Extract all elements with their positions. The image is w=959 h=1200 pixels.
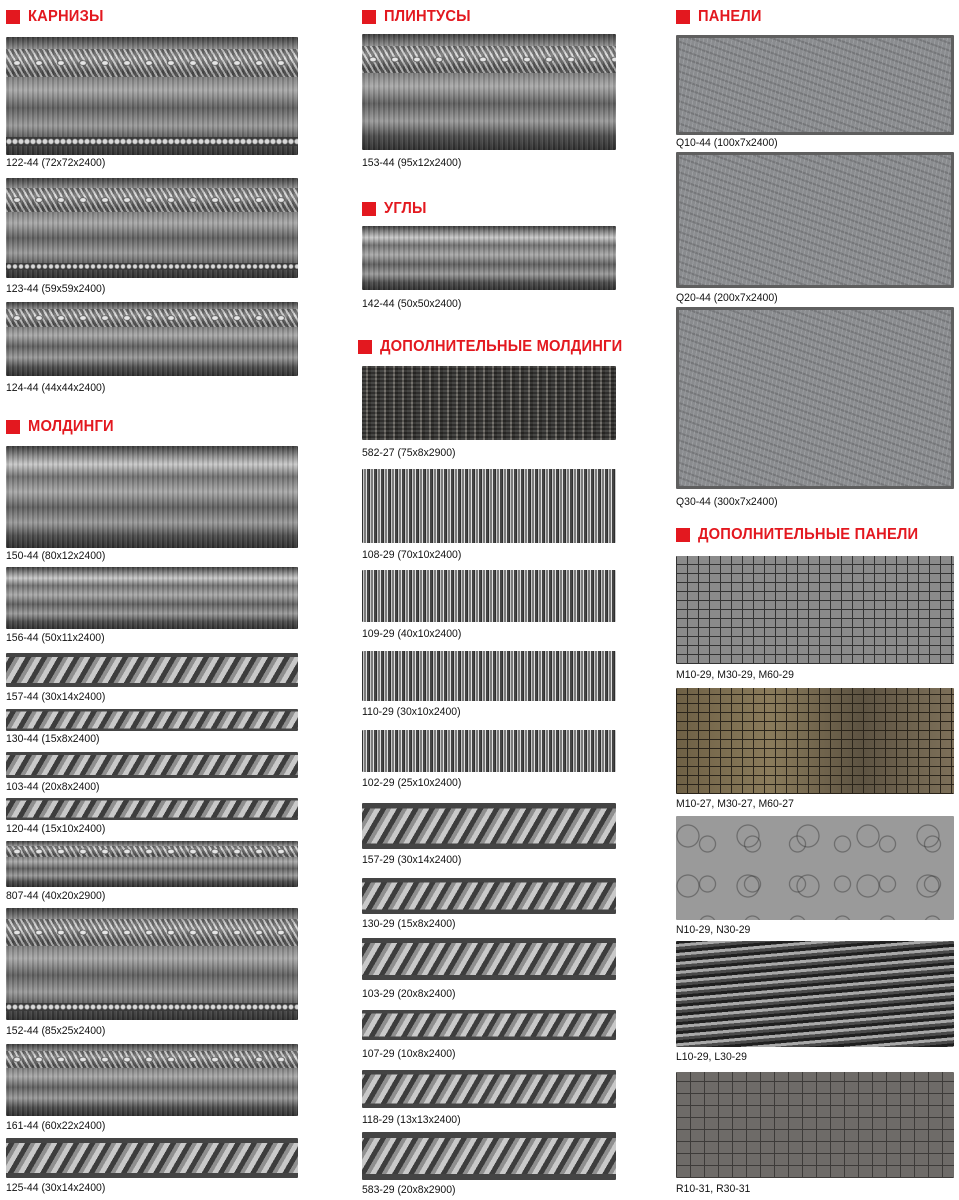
product-swatch-image (6, 1138, 298, 1178)
product-item[interactable] (6, 302, 298, 394)
product-item[interactable] (6, 37, 298, 169)
section-title: ДОПОЛНИТЕЛЬНЫЕ ПАНЕЛИ (698, 526, 919, 543)
product-item[interactable] (362, 570, 616, 640)
product-caption: 125-44 (30x14x2400) (6, 1182, 106, 1194)
product-swatch-image (6, 302, 298, 376)
product-caption: 142-44 (50x50x2400) (362, 298, 462, 310)
product-caption: 582-27 (75x8x2900) (362, 447, 456, 459)
product-caption: 122-44 (72x72x2400) (6, 157, 106, 169)
red-square-icon (676, 10, 690, 24)
product-swatch-image (676, 688, 954, 794)
product-item[interactable] (362, 1010, 616, 1060)
product-swatch-image (362, 469, 616, 543)
product-caption: N10-29, N30-29 (676, 924, 751, 936)
product-caption: Q10-44 (100x7x2400) (676, 137, 778, 149)
product-item[interactable] (676, 688, 954, 810)
product-item[interactable] (362, 651, 616, 718)
section-header-plintusy (362, 6, 478, 28)
product-item[interactable] (676, 1072, 954, 1195)
product-item[interactable] (362, 1132, 616, 1196)
product-swatch-image (362, 226, 616, 290)
section-header-dop-paneli (676, 524, 937, 546)
product-caption: 157-29 (30x14x2400) (362, 854, 462, 866)
product-item[interactable] (676, 816, 954, 936)
product-caption: 150-44 (80x12x2400) (6, 550, 106, 562)
section-header-karnizy (6, 6, 110, 28)
product-item[interactable] (362, 938, 616, 1000)
section-header-ugly (362, 198, 430, 220)
section-title: УГЛЫ (384, 200, 427, 217)
product-item[interactable] (6, 178, 298, 295)
product-caption: 107-29 (10x8x2400) (362, 1048, 456, 1060)
product-item[interactable] (6, 1138, 298, 1194)
product-item[interactable] (6, 798, 298, 835)
product-swatch-image (362, 1010, 616, 1040)
product-caption: M10-29, M30-29, M60-29 (676, 669, 794, 681)
product-caption: 103-29 (20x8x2400) (362, 988, 456, 1000)
product-caption: 161-44 (60x22x2400) (6, 1120, 106, 1132)
product-swatch-image (362, 803, 616, 849)
product-caption: 103-44 (20x8x2400) (6, 781, 100, 793)
column-left (6, 0, 302, 1200)
product-caption: 130-44 (15x8x2400) (6, 733, 100, 745)
product-swatch-image (6, 446, 298, 548)
product-item[interactable] (6, 653, 298, 703)
product-item[interactable] (362, 469, 616, 561)
product-item[interactable] (676, 556, 954, 681)
product-item[interactable] (676, 152, 954, 304)
product-swatch-image (6, 798, 298, 820)
product-swatch-image (676, 152, 954, 288)
product-swatch-image (676, 816, 954, 920)
product-caption: 110-29 (30x10x2400) (362, 706, 461, 718)
product-swatch-image (362, 34, 616, 150)
product-item[interactable] (6, 841, 298, 902)
product-item[interactable] (362, 226, 616, 310)
product-swatch-image (6, 653, 298, 687)
product-swatch-image (6, 752, 298, 778)
product-swatch-image (676, 35, 954, 135)
section-header-moldingi (6, 416, 121, 438)
section-title: МОЛДИНГИ (28, 418, 114, 435)
product-caption: 152-44 (85x25x2400) (6, 1025, 106, 1037)
product-swatch-image (6, 567, 298, 629)
product-swatch-image (362, 878, 616, 914)
product-swatch-image (362, 1132, 616, 1180)
product-swatch-image (362, 651, 616, 701)
product-item[interactable] (676, 941, 954, 1063)
section-title: ПАНЕЛИ (698, 8, 762, 25)
red-square-icon (358, 340, 372, 354)
product-swatch-image (676, 1072, 954, 1178)
section-header-dop-moldingi (358, 336, 643, 358)
product-item[interactable] (362, 366, 616, 459)
product-swatch-image (362, 730, 616, 772)
product-swatch-image (6, 841, 298, 887)
section-title: ДОПОЛНИТЕЛЬНЫЕ МОЛДИНГИ (380, 338, 623, 355)
product-caption: Q20-44 (200x7x2400) (676, 292, 778, 304)
product-caption: 102-29 (25x10x2400) (362, 777, 462, 789)
product-item[interactable] (6, 908, 298, 1037)
product-item[interactable] (362, 34, 616, 169)
column-right (676, 0, 955, 1200)
red-square-icon (362, 10, 376, 24)
section-title: ПЛИНТУСЫ (384, 8, 471, 25)
product-caption: 123-44 (59x59x2400) (6, 283, 106, 295)
product-item[interactable] (676, 35, 954, 149)
product-swatch-image (676, 556, 954, 664)
red-square-icon (6, 10, 20, 24)
product-item[interactable] (362, 803, 616, 866)
product-caption: R10-31, R30-31 (676, 1183, 751, 1195)
red-square-icon (6, 420, 20, 434)
product-item[interactable] (362, 730, 616, 789)
product-caption: 108-29 (70x10x2400) (362, 549, 462, 561)
product-item[interactable] (362, 1070, 616, 1126)
product-caption: 120-44 (15x10x2400) (6, 823, 106, 835)
product-swatch-image (6, 908, 298, 1020)
product-swatch-image (6, 37, 298, 155)
product-swatch-image (362, 570, 616, 622)
product-swatch-image (362, 366, 616, 440)
product-item[interactable] (6, 446, 298, 562)
product-item[interactable] (676, 307, 954, 508)
product-caption: 583-29 (20x8x2900) (362, 1184, 456, 1196)
product-swatch-image (6, 709, 298, 731)
product-swatch-image (362, 1070, 616, 1108)
product-swatch-image (362, 938, 616, 980)
section-title: КАРНИЗЫ (28, 8, 104, 25)
product-caption: 156-44 (50x11x2400) (6, 632, 105, 644)
product-caption: 157-44 (30x14x2400) (6, 691, 106, 703)
product-caption: 130-29 (15x8x2400) (362, 918, 456, 930)
product-caption: 807-44 (40x20x2900) (6, 890, 106, 902)
column-middle (362, 0, 623, 1200)
product-caption: L10-29, L30-29 (676, 1051, 747, 1063)
product-caption: M10-27, M30-27, M60-27 (676, 798, 794, 810)
product-item[interactable] (6, 752, 298, 793)
product-swatch-image (676, 941, 954, 1047)
product-item[interactable] (6, 709, 298, 745)
product-caption: 109-29 (40x10x2400) (362, 628, 462, 640)
product-caption: 124-44 (44x44x2400) (6, 382, 106, 394)
product-caption: Q30-44 (300x7x2400) (676, 496, 778, 508)
product-swatch-image (6, 178, 298, 278)
product-item[interactable] (362, 878, 616, 930)
product-item[interactable] (6, 567, 298, 644)
product-caption: 118-29 (13x13x2400) (362, 1114, 461, 1126)
red-square-icon (362, 202, 376, 216)
product-caption: 153-44 (95x12x2400) (362, 157, 462, 169)
product-swatch-image (676, 307, 954, 489)
product-item[interactable] (6, 1044, 298, 1132)
product-swatch-image (6, 1044, 298, 1116)
red-square-icon (676, 528, 690, 542)
section-header-paneli (676, 6, 767, 28)
